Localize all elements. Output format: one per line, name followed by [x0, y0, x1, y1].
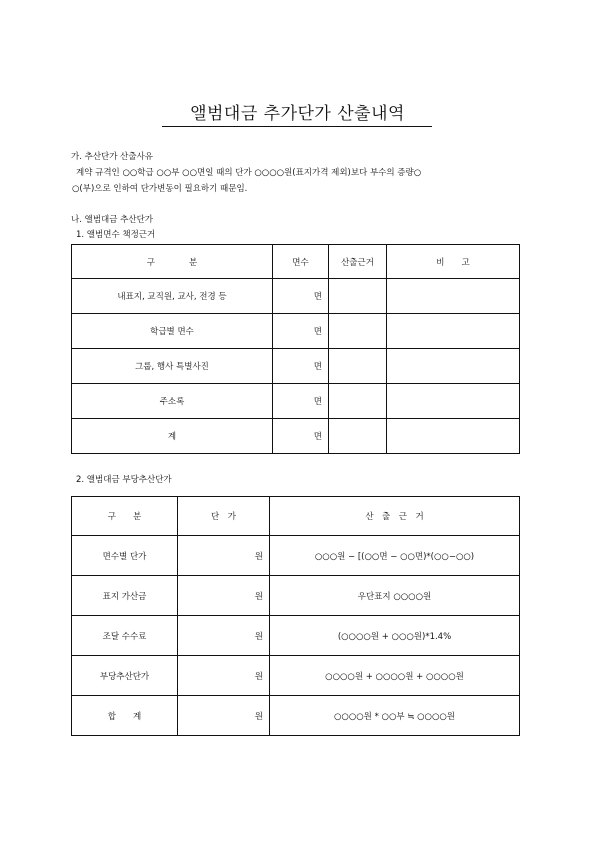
page-count-table [71, 244, 520, 454]
row-basis-cell [329, 384, 387, 419]
row-label: 내표지, 교직원, 교사, 전경 등 [72, 279, 273, 314]
row-remarks-cell [387, 419, 520, 454]
row-remarks-cell [387, 279, 520, 314]
row-basis: ○○○원 − [(○○면 − ○○면)*(○○−○○) [270, 536, 520, 576]
header-basis: 산출근거 [329, 245, 387, 279]
row-basis: ○○○○원 * ○○부 ≒ ○○○○원 [270, 696, 520, 736]
row-basis-cell [329, 279, 387, 314]
row-unit: 면 [273, 279, 329, 314]
table-total-row [72, 419, 520, 454]
row-label: 합 계 [72, 696, 178, 736]
title-underline [162, 126, 432, 127]
section-b-heading: 나. 앨범대금 추산단가 [71, 215, 154, 225]
row-unit: 면 [273, 349, 329, 384]
row-unit: 면 [273, 419, 329, 454]
section-a-line1: 계약 규격인 ○○학급 ○○부 ○○면일 때의 단가 ○○○○원(표지가격 제외)보다 부수의 증량○ [76, 168, 422, 178]
table-row [72, 576, 520, 616]
row-unit: 원 [178, 656, 270, 696]
header-pages: 면수 [273, 245, 329, 279]
table-header-row [72, 245, 520, 279]
row-unit: 원 [178, 576, 270, 616]
row-basis-cell [329, 419, 387, 454]
row-basis: (○○○○원 + ○○○원)*1.4% [270, 616, 520, 656]
table-row [72, 279, 520, 314]
unit-price-table [71, 496, 520, 736]
section-b-sub2: 2. 앨범대금 부당추산단가 [76, 475, 172, 485]
row-basis: ○○○○원 + ○○○○원 + ○○○○원 [270, 656, 520, 696]
row-label: 그룹, 행사 특별사진 [72, 349, 273, 384]
table-row [72, 384, 520, 419]
row-unit: 원 [178, 536, 270, 576]
row-label: 조달 수수료 [72, 616, 178, 656]
row-unit: 원 [178, 616, 270, 656]
table-total-row [72, 696, 520, 736]
row-remarks-cell [387, 384, 520, 419]
row-label: 표지 가산금 [72, 576, 178, 616]
header-basis: 산 출 근 거 [270, 497, 520, 536]
header-category: 구 분 [72, 245, 273, 279]
page-title: 앨범대금 추가단가 산출내역 [190, 104, 405, 124]
section-a-heading: 가. 추산단가 산출사유 [71, 152, 154, 162]
row-unit: 면 [273, 314, 329, 349]
row-remarks-cell [387, 314, 520, 349]
row-unit: 원 [178, 696, 270, 736]
table-header-row [72, 497, 520, 536]
header-remarks: 비 고 [387, 245, 520, 279]
table-row [72, 536, 520, 576]
row-remarks-cell [387, 349, 520, 384]
table-row [72, 349, 520, 384]
row-basis: 우단표지 ○○○○원 [270, 576, 520, 616]
table-row [72, 314, 520, 349]
table-row [72, 616, 520, 656]
table-row [72, 656, 520, 696]
header-category: 구 분 [72, 497, 178, 536]
row-unit: 면 [273, 384, 329, 419]
row-basis-cell [329, 349, 387, 384]
header-unit-price: 단 가 [178, 497, 270, 536]
row-label: 면수별 단가 [72, 536, 178, 576]
section-a-line2: ○(부)으로 인하여 단가변동이 필요하기 때문임. [72, 184, 248, 194]
section-b-sub1: 1. 앨범면수 책정근거 [76, 230, 156, 240]
row-label: 계 [72, 419, 273, 454]
row-label: 주소록 [72, 384, 273, 419]
row-label: 부당추산단가 [72, 656, 178, 696]
row-label: 학급별 면수 [72, 314, 273, 349]
row-basis-cell [329, 314, 387, 349]
